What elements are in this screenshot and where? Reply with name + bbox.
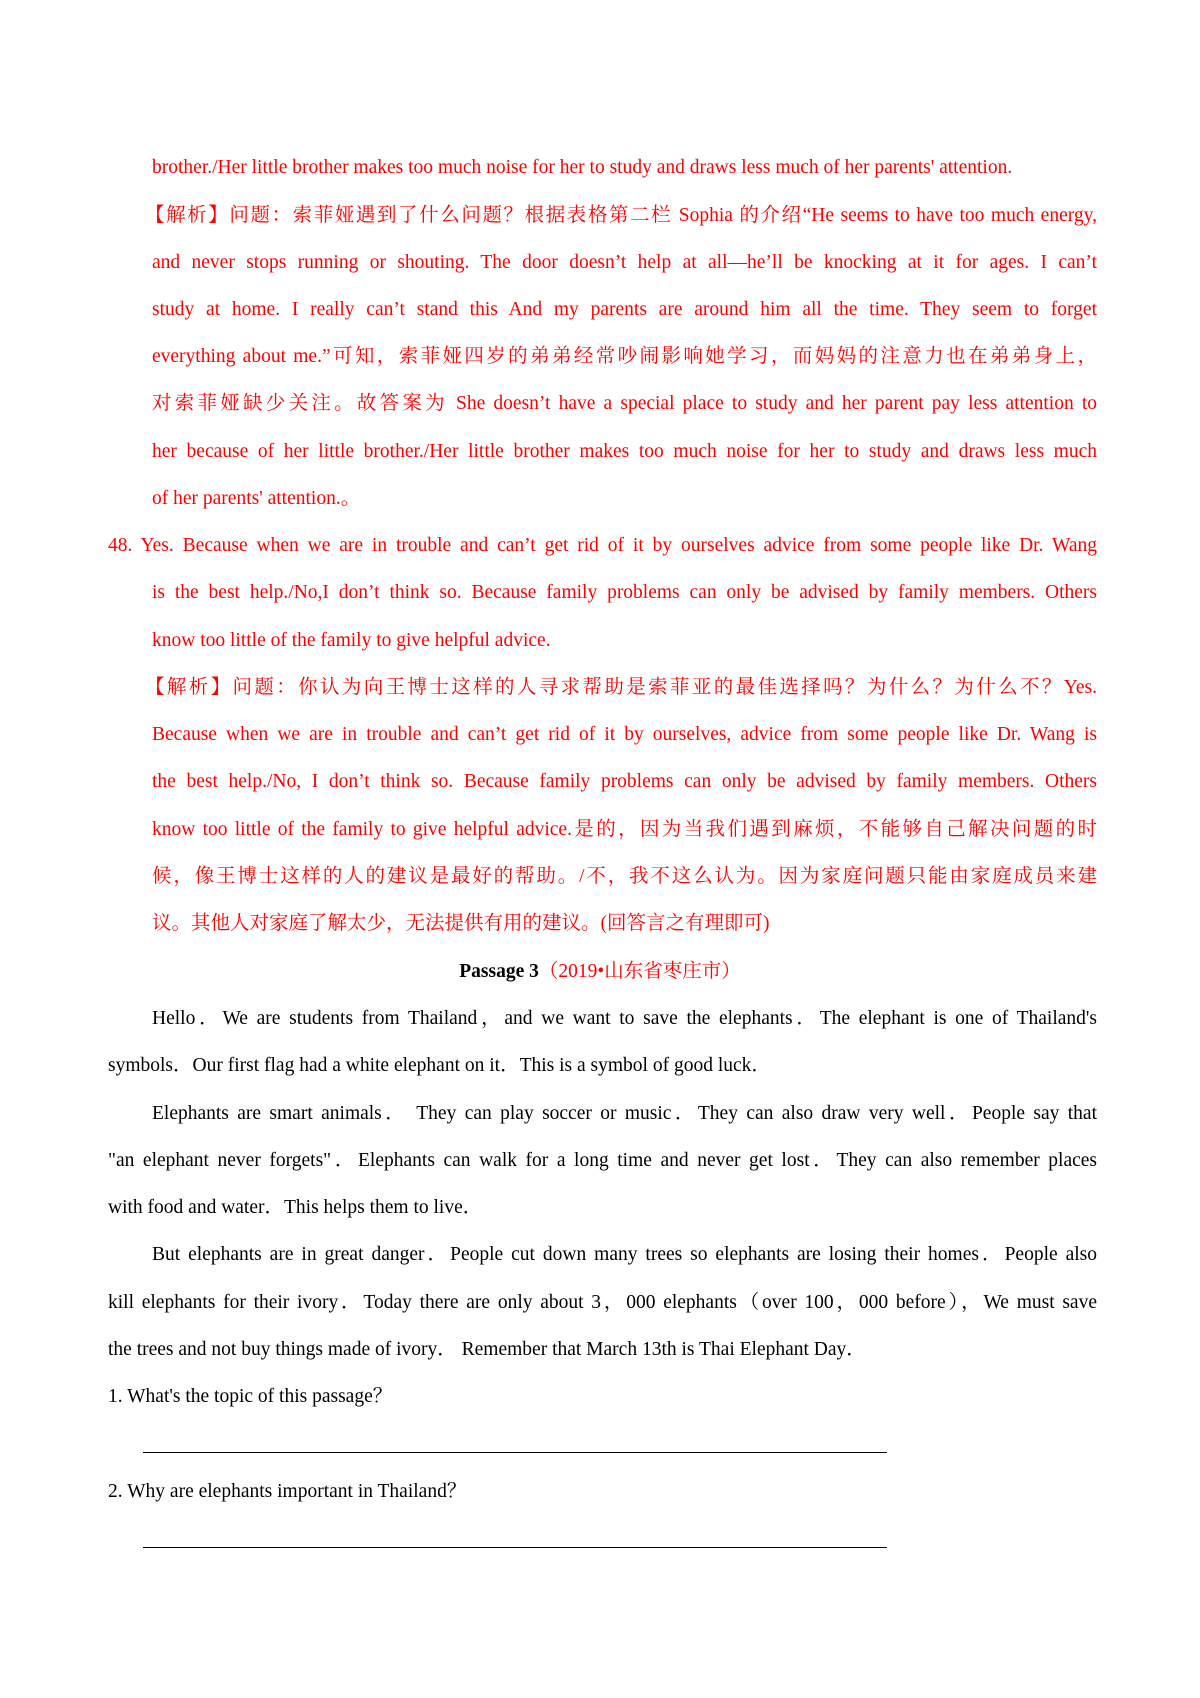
passage-3-title xyxy=(0,948,1200,995)
answer-48-line: know too little of the family to give helpful advice. xyxy=(152,630,551,651)
answer-47-line: brother./Her little brother makes too much noise for her to study and draws less much of her parents' attention. xyxy=(152,157,1013,178)
answer-47-analysis-line: of her parents' attention.。 xyxy=(152,488,361,509)
answer-47-analysis-line: 【解析】问题：索菲娅遇到了什么问题？根据表格第二栏 Sophia 的介绍“He seems to have too much energy, xyxy=(145,205,1097,226)
answer-48-analysis-line: know too little of the family to give helpful advice.是的，因为当我们遇到麻烦，不能够自己解决问题的时 xyxy=(152,819,1097,840)
passage-3-source: （2019•山东省枣庄市） xyxy=(538,961,741,982)
question-2-text: 2. Why are elephants important in Thailand？ xyxy=(108,1481,467,1502)
passage-3-label: Passage 3 xyxy=(459,961,539,982)
passage-paragraph-line: with food and water．This helps them to live． xyxy=(108,1197,483,1218)
passage-paragraph-line: the trees and not buy things made of ivory． Remember that March 13th is Thai Elephant Day． xyxy=(108,1339,866,1360)
passage-paragraph-line: symbols．Our first flag had a white elephant on it．This is a symbol of good luck． xyxy=(108,1055,771,1076)
passage-paragraph-line: "an elephant never forgets"．Elephants can walk for a long time and never get lost．They can also remember places xyxy=(108,1150,1097,1171)
answer-48-analysis-line: the best help./No, I don’t think so. Because family problems can only be advised by family members. Others xyxy=(152,771,1097,792)
answer-48-line: is the best help./No,I don’t think so. Because family problems can only be advised by family members. Others xyxy=(152,582,1097,603)
passage-paragraph-line: Hello．We are students from Thailand，and we want to save the elephants．The elephant is one of Thailand's xyxy=(152,1008,1097,1029)
answer-48-analysis-line: Because when we are in trouble and can’t get rid of it by ourselves, advice from some people like Dr. Wang is xyxy=(152,724,1097,745)
answer-48-analysis-line: 候，像王博士这样的人的建议是最好的帮助。/不，我不这么认为。因为家庭问题只能由家庭成员来建 xyxy=(152,866,1097,887)
question-2-answer-line[interactable] xyxy=(143,1547,887,1548)
passage-paragraph-line: Elephants are smart animals． They can play soccer or music．They can also draw very well．People say that xyxy=(152,1103,1097,1124)
answer-48-analysis-line: 【解析】问题：你认为向王博士这样的人寻求帮助是索菲亚的最佳选择吗？为什么？为什么不？Yes. xyxy=(145,677,1097,698)
answer-47-analysis-line: her because of her little brother./Her little brother makes too much noise for her to study and draws less much xyxy=(152,441,1097,462)
answer-47-analysis-line: everything about me.”可知，索菲娅四岁的弟弟经常吵闹影响她学习，而妈妈的注意力也在弟弟身上， xyxy=(152,346,1097,367)
question-1-text: 1. What's the topic of this passage？ xyxy=(108,1386,393,1407)
question-1-answer-line[interactable] xyxy=(143,1452,887,1453)
passage-paragraph-line: kill elephants for their ivory．Today there are only about 3，000 elephants（over 100，000 before），We must save xyxy=(108,1292,1097,1313)
answer-47-analysis-line: and never stops running or shouting. The door doesn’t help at all—he’ll be knocking at it for ages. I can’t xyxy=(152,252,1097,273)
answer-48-analysis-line: 议。其他人对家庭了解太少，无法提供有用的建议。(回答言之有理即可) xyxy=(152,913,770,934)
passage-paragraph-line: But elephants are in great danger．People cut down many trees so elephants are losing their homes．People also xyxy=(152,1244,1097,1265)
answer-47-analysis-line: 对索菲娅缺少关注。故答案为 She doesn’t have a special place to study and her parent pay less attention to xyxy=(152,393,1097,414)
answer-47-analysis-line: study at home. I really can’t stand this And my parents are around him all the time. They seem to forget xyxy=(152,299,1097,320)
answer-48-line: 48. Yes. Because when we are in trouble and can’t get rid of it by ourselves advice from some people like Dr. Wang xyxy=(108,535,1097,556)
